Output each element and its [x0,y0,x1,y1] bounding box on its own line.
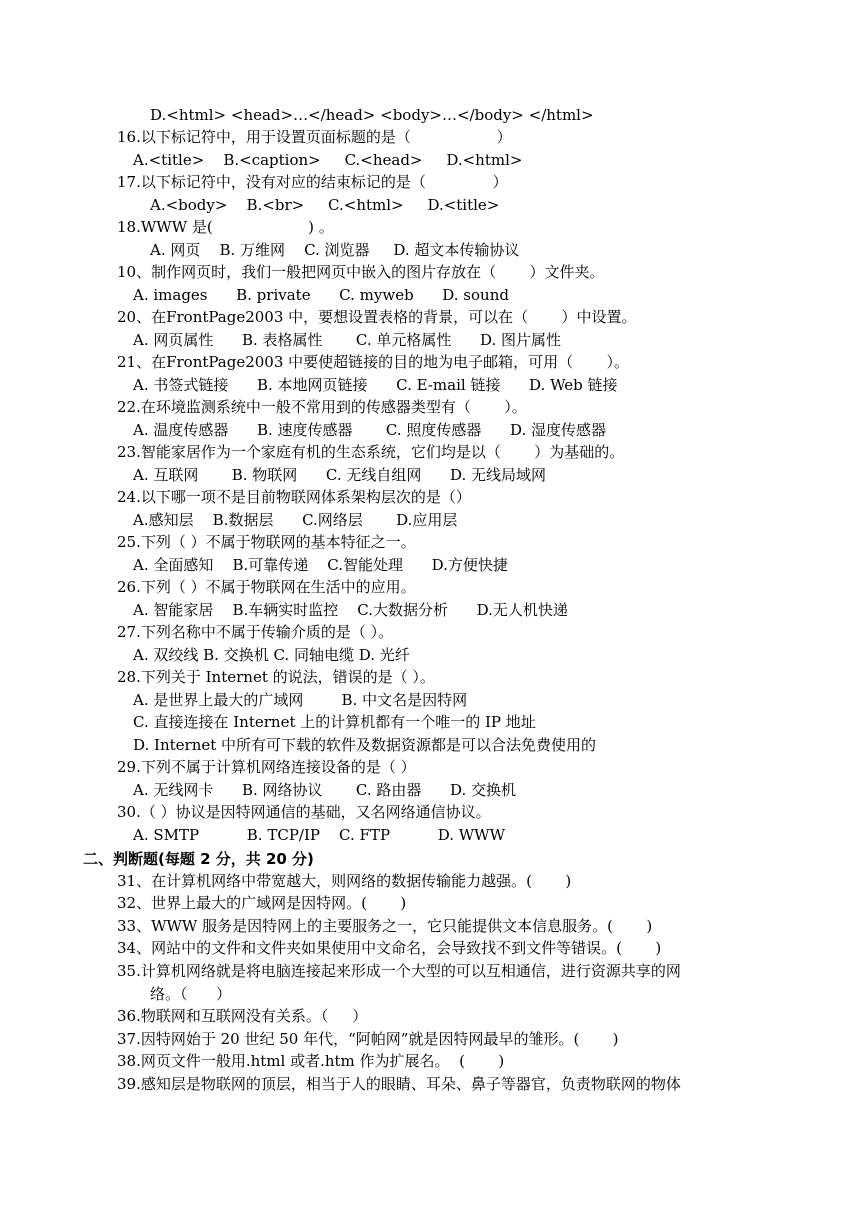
question-28-option-d: D. Internet 中所有可下载的软件及数据资源都是可以合法免费使用的 [133,736,597,754]
question-25: 25.下列（ ）不属于物联网的基本特征之一。 [117,533,416,551]
question-17: 17.以下标记符中，没有对应的结束标记的是（ ） [117,173,508,191]
question-20-options: A. 网页属性 B. 表格属性 C. 单元格属性 D. 图片属性 [133,331,562,349]
question-16-options: A.<title> B.<caption> C.<head> D.<html> [133,151,523,169]
question-24: 24.以下哪一项不是目前物联网体系架构层次的是（） [117,488,471,506]
question-27-options: A. 双绞线 B. 交换机 C. 同轴电缆 D. 光纤 [133,646,410,664]
question-24-options: A.感知层 B.数据层 C.网络层 D.应用层 [133,511,458,529]
question-25-options: A. 全面感知 B.可靠传递 C.智能处理 D.方便快捷 [133,556,508,574]
question-39: 39.感知层是物联网的顶层，相当于人的眼睛、耳朵、鼻子等器官，负责物联网的物体 [117,1075,681,1093]
question-28: 28.下列关于 Internet 的说法，错误的是（ ）。 [117,668,435,686]
question-22: 22.在环境监测系统中一般不常用到的传感器类型有（ ）。 [117,398,527,416]
question-28-option-ab: A. 是世界上最大的广域网 B. 中文名是因特网 [133,691,468,709]
question-19: 10、制作网页时，我们一般把网页中嵌入的图片存放在（ ）文件夹。 [117,263,605,281]
question-27: 27.下列名称中不属于传输介质的是（ ）。 [117,623,394,641]
question-21-options: A. 书签式链接 B. 本地网页链接 C. E-mail 链接 D. Web 链接 [133,376,618,394]
question-26: 26.下列（ ）不属于物联网在生活中的应用。 [117,578,416,596]
question-17-options: A.<body> B.<br> C.<html> D.<title> [150,196,500,214]
question-29: 29.下列不属于计算机网络连接设备的是（ ） [117,758,416,776]
question-22-options: A. 温度传感器 B. 速度传感器 C. 照度传感器 D. 湿度传感器 [133,421,607,439]
question-26-options: A. 智能家居 B.车辆实时监控 C.大数据分析 D.无人机快递 [133,601,568,619]
question-18: 18.WWW 是( ) 。 [117,218,334,236]
question-30: 30.（ ）协议是因特网通信的基础，又名网络通信协议。 [117,803,491,821]
question-28-option-c: C. 直接连接在 Internet 上的计算机都有一个唯一的 IP 地址 [133,713,536,731]
question-36: 36.物联网和互联网没有关系。（ ） [117,1007,368,1025]
question-29-options: A. 无线网卡 B. 网络协议 C. 路由器 D. 交换机 [133,781,517,799]
question-18-options: A. 网页 B. 万维网 C. 浏览器 D. 超文本传输协议 [150,241,520,259]
question-34: 34、网站中的文件和文件夹如果使用中文命名，会导致找不到文件等错误。( ) [117,939,662,957]
question-31: 31、在计算机网络中带宽越大，则网络的数据传输能力越强。( ) [117,872,572,890]
section-heading-true-false: 二、判断题(每题 2 分，共 20 分) [83,850,314,868]
question-23-options: A. 互联网 B. 物联网 C. 无线自组网 D. 无线局域网 [133,466,547,484]
question-19-options: A. images B. private C. myweb D. sound [133,286,509,304]
question-35: 35.计算机网络就是将电脑连接起来形成一个大型的可以互相通信，进行资源共享的网 [117,962,681,980]
question-35-cont: 络。（ ） [150,985,232,1003]
question-15-option-d: D.<html> <head>…</head> <body>…</body> </html> [150,106,594,124]
question-37: 37.因特网始于 20 世纪 50 年代，“阿帕网”就是因特网最早的雏形。( ) [117,1030,619,1048]
question-30-options: A. SMTP B. TCP/IP C. FTP D. WWW [133,826,506,844]
question-38: 38.网页文件一般用.html 或者.htm 作为扩展名。 ( ) [117,1052,505,1070]
question-32: 32、世界上最大的广域网是因特网。( ) [117,894,407,912]
question-21: 21、在FrontPage2003 中要使超链接的目的地为电子邮箱，可用（ ）。 [117,353,630,371]
question-33: 33、WWW 服务是因特网上的主要服务之一，它只能提供文本信息服务。( ) [117,917,653,935]
question-23: 23.智能家居作为一个家庭有机的生态系统，它们均是以（ ）为基础的。 [117,443,625,461]
question-16: 16.以下标记符中，用于设置页面标题的是（ ） [117,128,512,146]
question-20: 20、在FrontPage2003 中，要想设置表格的背景，可以在（ ）中设置。 [117,308,637,326]
